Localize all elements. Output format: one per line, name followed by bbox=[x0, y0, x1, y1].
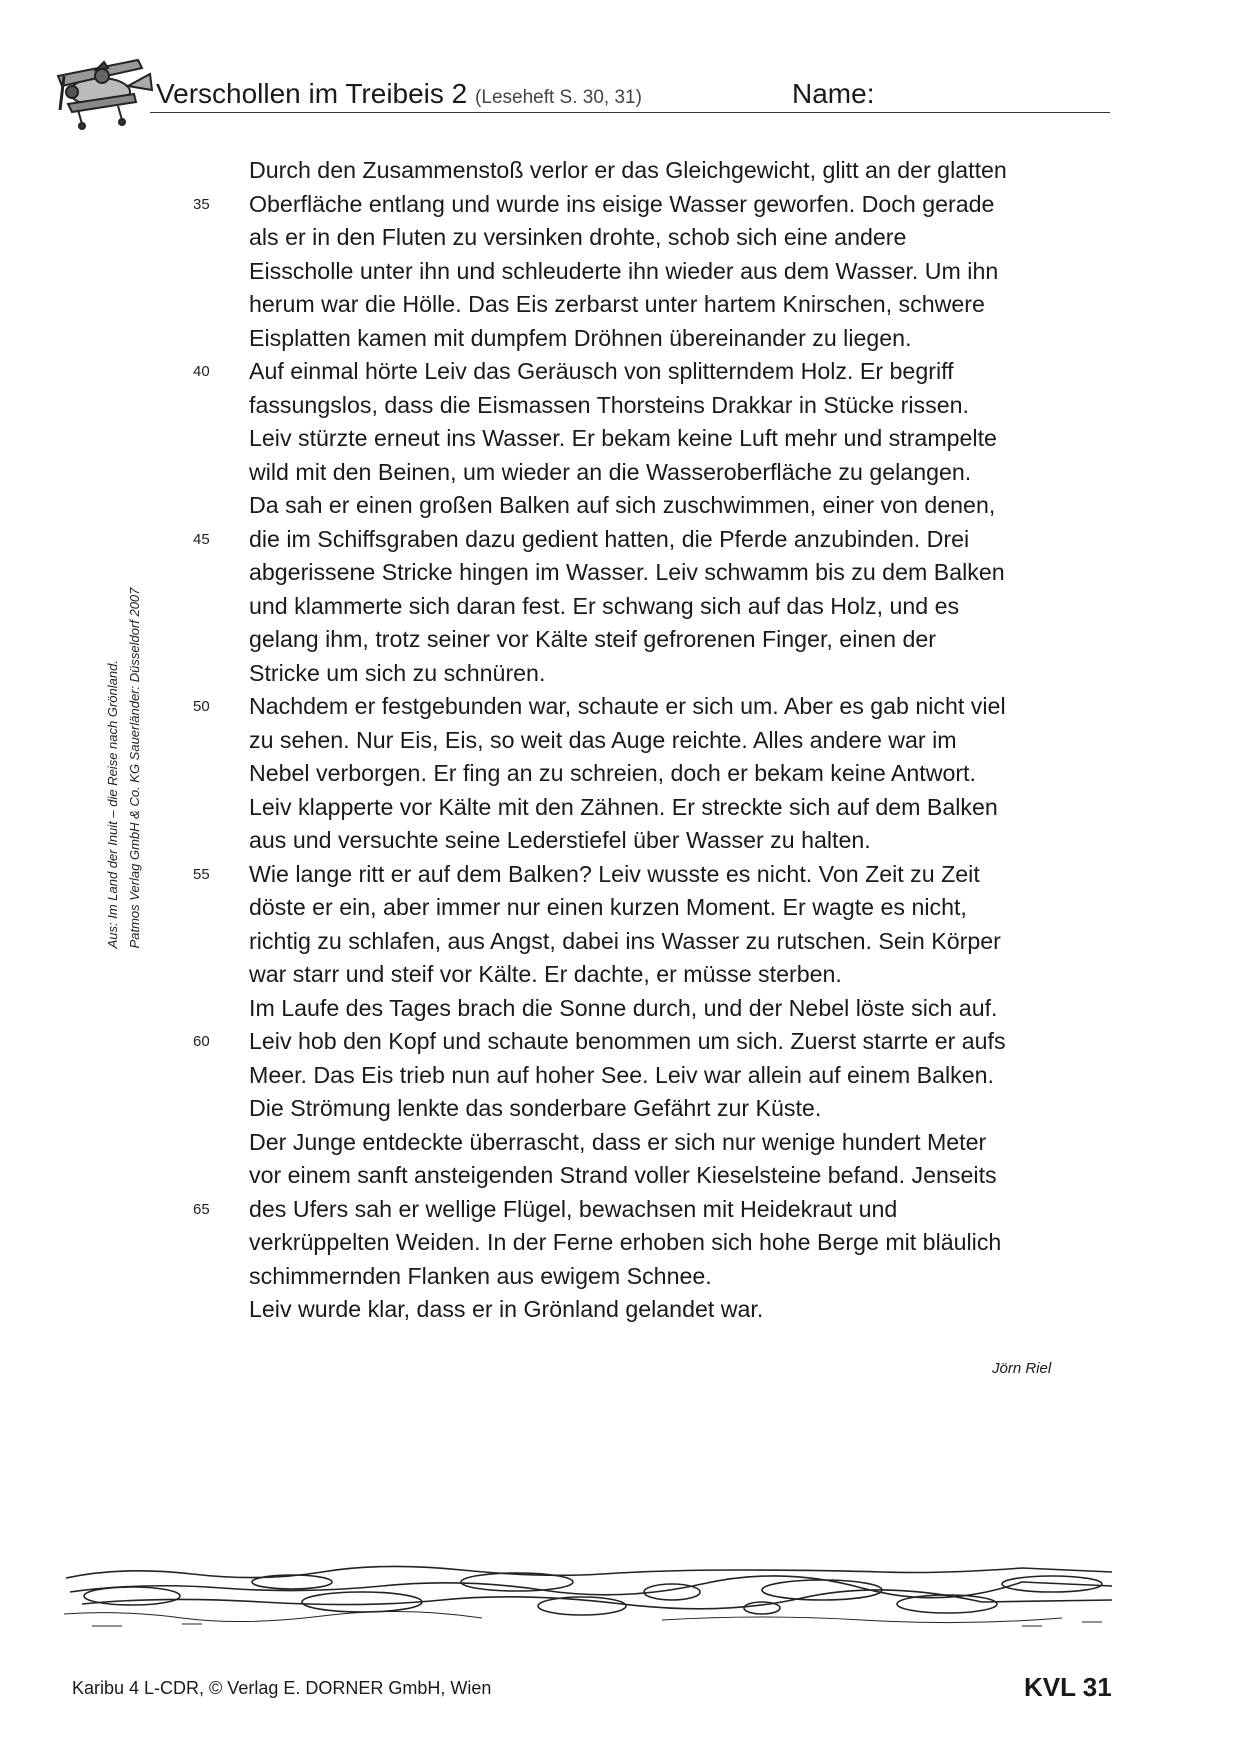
ice-floe-illustration bbox=[62, 1552, 1114, 1634]
line-text: und klammerte sich daran fest. Er schwang sich auf das Holz, und es bbox=[249, 592, 960, 619]
text-line bbox=[0, 255, 1240, 289]
line-text: als er in den Fluten zu versinken drohte, schob sich eine andere bbox=[249, 224, 907, 250]
text-line bbox=[0, 791, 1240, 825]
text-line bbox=[0, 322, 1240, 356]
line-text: war starr und steif vor Kälte. Er dachte, er müsse sterben. bbox=[249, 961, 842, 987]
text-line bbox=[0, 824, 1240, 858]
line-text: zu sehen. Nur Eis, Eis, so weit das Auge reichte. Alles andere war im bbox=[249, 726, 957, 753]
page-code: KVL 31 bbox=[1024, 1672, 1112, 1702]
line-text: herum war die Hölle. Das Eis zerbarst unter hartem Knirschen, schwere bbox=[249, 291, 985, 317]
text-line bbox=[0, 958, 1240, 992]
text-line bbox=[0, 724, 1240, 758]
line-text: Die Strömung lenkte das sonderbare Gefährt zur Küste. bbox=[249, 1095, 822, 1121]
text-line bbox=[0, 1226, 1240, 1260]
title-main: Verschollen im Treibeis 2 bbox=[156, 78, 468, 109]
text-line bbox=[0, 1025, 1240, 1059]
text-line bbox=[0, 757, 1240, 791]
line-text: Der Junge entdeckte überrascht, dass er sich nur wenige hundert Meter bbox=[249, 1128, 987, 1155]
line-text: verkrüppelten Weiden. In der Ferne erhoben sich hohe Berge mit bläulich bbox=[249, 1229, 1002, 1255]
line-text: des Ufers sah er wellige Flügel, bewachsen mit Heidekraut und bbox=[249, 1195, 898, 1222]
line-number: 60 bbox=[193, 1033, 210, 1050]
line-text: Im Laufe des Tages brach die Sonne durch, und der Nebel löste sich auf. bbox=[249, 994, 998, 1021]
story-text bbox=[0, 154, 1240, 1327]
line-text: Leiv klapperte vor Kälte mit den Zähnen. Er streckte sich auf dem Balken bbox=[249, 793, 998, 820]
line-text: Nebel verborgen. Er fing an zu schreien, doch er bekam keine Antwort. bbox=[249, 760, 976, 786]
text-line bbox=[0, 992, 1240, 1026]
footer-copyright: Karibu 4 L-CDR, © Verlag E. DORNER GmbH, Wien bbox=[72, 1678, 492, 1698]
title-subtitle: (Leseheft S. 30, 31) bbox=[475, 87, 642, 108]
line-text: aus und versuchte seine Lederstiefel über Wasser zu halten. bbox=[249, 827, 871, 853]
line-number: 35 bbox=[193, 195, 210, 213]
line-number: 65 bbox=[193, 1200, 210, 1218]
line-number: 50 bbox=[193, 698, 210, 715]
line-text: Oberfläche entlang und wurde ins eisige Wasser geworfen. Doch gerade bbox=[249, 190, 995, 217]
text-line bbox=[0, 1293, 1240, 1327]
airplane-logo bbox=[38, 46, 156, 132]
line-text: abgerissene Stricke hingen im Wasser. Leiv schwamm bis zu dem Balken bbox=[249, 559, 1005, 585]
name-label: Name: bbox=[792, 78, 875, 109]
line-number: 45 bbox=[193, 530, 210, 548]
text-line bbox=[0, 657, 1240, 691]
text-line bbox=[0, 389, 1240, 423]
line-text: Wie lange ritt er auf dem Balken? Leiv wusste es nicht. Von Zeit zu Zeit bbox=[249, 860, 980, 887]
line-text: Leiv hob den Kopf und schaute benommen um sich. Zuerst starrte er aufs bbox=[249, 1028, 1006, 1054]
line-text: Nachdem er festgebunden war, schaute er sich um. Aber es gab nicht viel bbox=[249, 693, 1006, 719]
text-line bbox=[0, 523, 1240, 557]
page-title bbox=[156, 80, 642, 108]
text-line bbox=[0, 590, 1240, 624]
line-text: richtig zu schlafen, aus Angst, dabei ins Wasser zu rutschen. Sein Körper bbox=[249, 927, 1001, 954]
line-text: Eisplatten kamen mit dumpfem Dröhnen übereinander zu liegen. bbox=[249, 324, 912, 351]
line-text: wild mit den Beinen, um wieder an die Wasseroberfläche zu gelangen. bbox=[249, 458, 972, 485]
line-text: fassungslos, dass die Eismassen Thorsteins Drakkar in Stücke rissen. bbox=[249, 391, 969, 418]
text-line bbox=[0, 556, 1240, 590]
text-line bbox=[0, 623, 1240, 657]
line-text: Durch den Zusammenstoß verlor er das Gleichgewicht, glitt an der glatten bbox=[249, 157, 1007, 183]
line-text: Leiv wurde klar, dass er in Grönland gelandet war. bbox=[249, 1296, 764, 1322]
text-line bbox=[0, 1159, 1240, 1193]
line-number: 55 bbox=[193, 865, 210, 883]
text-line bbox=[0, 422, 1240, 456]
text-line bbox=[0, 188, 1240, 222]
line-text: die im Schiffsgraben dazu gedient hatten, die Pferde anzubinden. Drei bbox=[249, 525, 970, 552]
line-text: Stricke um sich zu schnüren. bbox=[249, 659, 546, 686]
text-line bbox=[0, 154, 1240, 188]
text-line bbox=[0, 288, 1240, 322]
line-text: döste er ein, aber immer nur einen kurzen Moment. Er wagte es nicht, bbox=[249, 894, 967, 920]
line-text: Auf einmal hörte Leiv das Geräusch von splitterndem Holz. Er begriff bbox=[249, 358, 954, 384]
text-line bbox=[0, 221, 1240, 255]
text-line bbox=[0, 456, 1240, 490]
line-text: Da sah er einen großen Balken auf sich zuschwimmen, einer von denen, bbox=[249, 492, 996, 518]
text-line bbox=[0, 1260, 1240, 1294]
author: Jörn Riel bbox=[992, 1360, 1052, 1377]
text-line bbox=[0, 891, 1240, 925]
text-line bbox=[0, 355, 1240, 389]
line-text: vor einem sanft ansteigenden Strand voller Kieselsteine befand. Jenseits bbox=[249, 1162, 997, 1188]
line-number: 40 bbox=[193, 363, 210, 380]
line-text: Leiv stürzte erneut ins Wasser. Er bekam keine Luft mehr und strampelte bbox=[249, 425, 997, 451]
text-line bbox=[0, 925, 1240, 959]
text-line bbox=[0, 489, 1240, 523]
text-line bbox=[0, 1193, 1240, 1227]
line-text: schimmernden Flanken aus ewigem Schnee. bbox=[249, 1262, 712, 1289]
source-note-line-2: Patmos Verlag GmbH & Co. KG Sauerländer: Düsseldorf 2007 bbox=[127, 587, 142, 949]
text-line bbox=[0, 690, 1240, 724]
text-line bbox=[0, 1092, 1240, 1126]
text-line bbox=[0, 858, 1240, 892]
text-line bbox=[0, 1126, 1240, 1160]
line-text: Eisscholle unter ihn und schleuderte ihn wieder aus dem Wasser. Um ihn bbox=[249, 257, 999, 284]
line-text: Meer. Das Eis trieb nun auf hoher See. Leiv war allein auf einem Balken. bbox=[249, 1061, 994, 1088]
line-text: gelang ihm, trotz seiner vor Kälte steif gefrorenen Finger, einen der bbox=[249, 626, 936, 652]
source-note-line-1: Aus: Im Land der Inuit – die Reise nach Grönland. bbox=[105, 660, 120, 949]
text-line bbox=[0, 1059, 1240, 1093]
header-rule bbox=[150, 112, 1110, 113]
